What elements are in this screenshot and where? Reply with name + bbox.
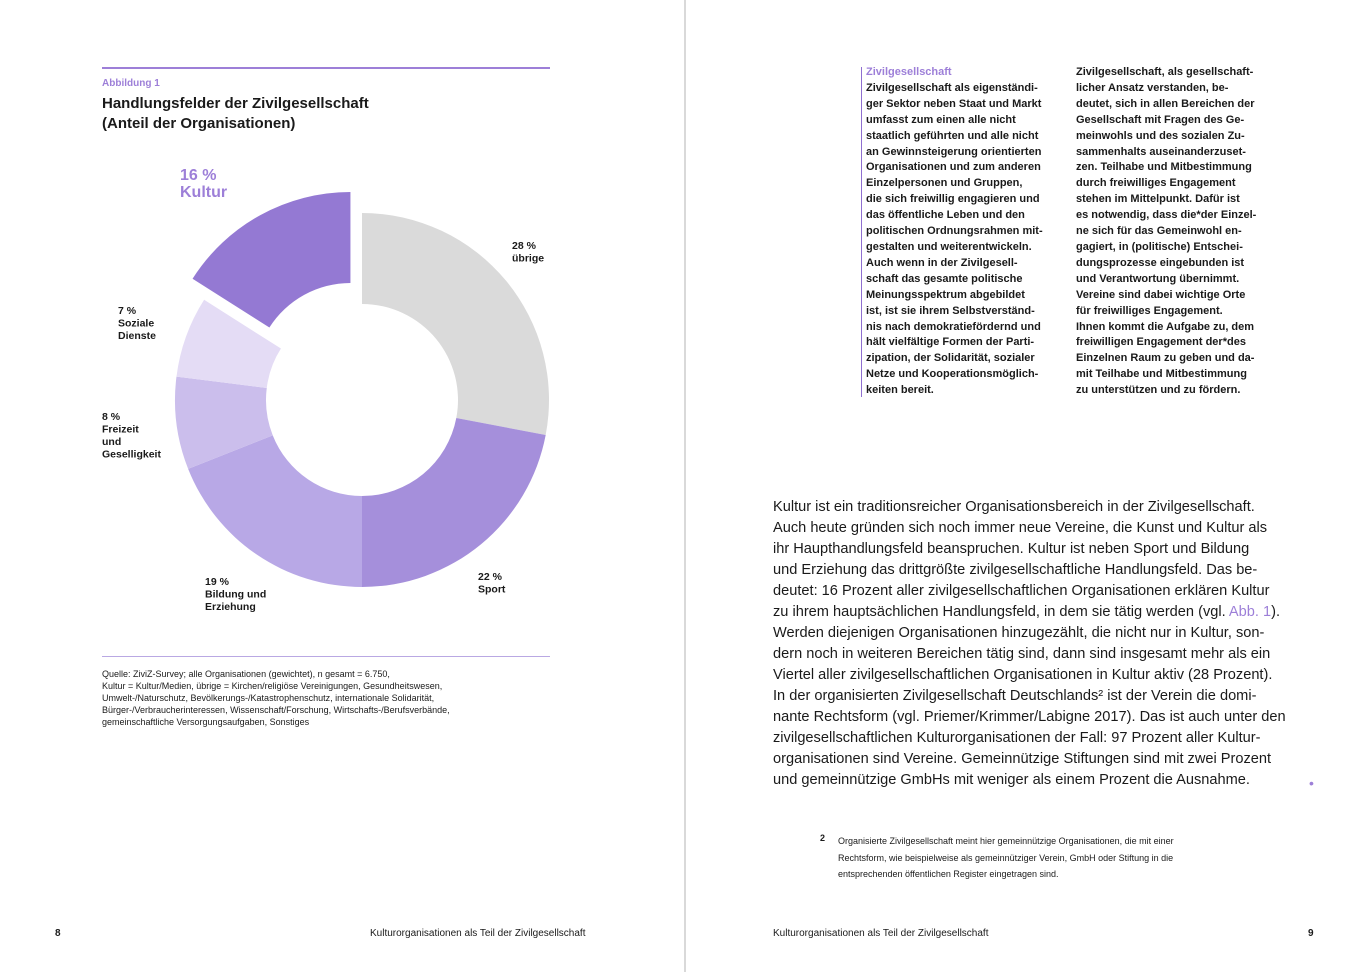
slice-label-line: 28 % — [512, 240, 536, 252]
sidebar-line: die sich freiwillig engagieren und — [866, 193, 1040, 206]
sidebar-line: Meinungsspektrum abgebildet — [866, 288, 1025, 301]
slice-label-line: Sport — [478, 583, 506, 596]
sidebar-accent-line — [861, 67, 862, 397]
slice-label-line: 22 % — [478, 571, 502, 583]
sidebar-line: umfasst zum einen alle nicht — [866, 113, 1016, 126]
sidebar-line: das öffentliche Leben und den — [866, 209, 1025, 222]
source-line: gemeinschaftliche Versorgungsaufgaben, Sonstiges — [102, 717, 310, 727]
source-line: Kultur = Kultur/Medien, übrige = Kirchen/religiöse Vereinigungen, Gesundheitswesen, — [102, 681, 443, 691]
figure-bottom-rule — [102, 656, 550, 657]
footnote-number: 2 — [820, 833, 826, 843]
slice-label — [205, 576, 266, 613]
sidebar-line: Vereine sind dabei wichtige Orte — [1076, 288, 1246, 301]
slice-label-line: Bildung und — [205, 588, 267, 601]
figure-source — [102, 668, 552, 728]
sidebar-line: deutet, sich in allen Bereichen der — [1076, 97, 1255, 110]
sidebar-line: politischen Ordnungsrahmen mit- — [866, 225, 1043, 238]
sidebar-line: keiten bereit. — [866, 384, 934, 397]
body-line: nante Rechtsform (vgl. Priemer/Krimmer/Labigne 2017). Das ist auch unter den — [773, 709, 1286, 725]
running-title-left: Kulturorganisationen als Teil der Zivilgesellschaft — [370, 928, 586, 939]
body-line: In der organisierten Zivilgesellschaft Deutschlands² ist der Verein die domi- — [773, 688, 1257, 704]
footnote-line: entsprechenden öffentlichen Register eingetragen sind. — [838, 869, 1059, 879]
sidebar-line: ne sich für das Gemeinwohl en- — [1076, 225, 1242, 238]
sidebar-line: staatlich geführten und alle nicht — [866, 129, 1039, 142]
sidebar-line: Gesellschaft mit Fragen des Ge- — [1076, 113, 1245, 126]
sidebar-line: schaft das gesamte politische — [866, 272, 1023, 285]
footnote-line: Organisierte Zivilgesellschaft meint hier gemeinnützige Organisationen, die mit einer — [838, 836, 1174, 846]
sidebar-line: und Verantwortung übernimmt. — [1076, 272, 1240, 285]
sidebar-line: Zivilgesellschaft, als gesellschaft- — [1076, 66, 1254, 78]
body-line: ihr Haupthandlungsfeld beanspruchen. Kultur ist neben Sport und Bildung — [773, 541, 1250, 557]
body-line: zivilgesellschaftlichen Kulturorganisationen der Fall: 97 Prozent aller Kultur- — [773, 730, 1261, 746]
slice-label — [102, 411, 161, 461]
donut-slice-kultur — [193, 192, 351, 328]
slice-label — [478, 571, 506, 596]
sidebar-line: meinwohls und des sozialen Zu- — [1076, 129, 1245, 142]
sidebar-line: licher Ansatz verstanden, be- — [1076, 81, 1229, 94]
sidebar-line: gagiert, in (politische) Entschei- — [1076, 240, 1243, 253]
slice-label-line: 7 % — [118, 305, 137, 317]
sidebar-line: Einzelpersonen und Gruppen, — [866, 177, 1023, 190]
sidebar-line: nis nach demokratiefördernd und — [866, 320, 1041, 333]
sidebar-line: gestalten und weiterentwickeln. — [866, 240, 1032, 253]
page-number-left: 8 — [55, 928, 61, 939]
slice-label-line: Dienste — [118, 330, 156, 342]
slice-label-line: Geselligkeit — [102, 448, 161, 461]
body-line — [773, 602, 1286, 623]
body-line: Viertel aller zivilgesellschaftlichen Organisationen in Kultur aktiv (28 Prozent). — [773, 667, 1273, 683]
sidebar-column-1 — [866, 65, 1043, 399]
sidebar-line: zu unterstützen und zu fördern. — [1076, 384, 1241, 397]
body-line: deutet: 16 Prozent aller zivilgesellschaftlichen Organisationen erklären Kultur — [773, 583, 1270, 599]
donut-slice-sport — [362, 418, 546, 587]
body-line: Kultur ist ein traditionsreicher Organisationsbereich in der Zivilgesellschaft. — [773, 499, 1255, 515]
body-line: dern noch in weiteren Bereichen tätig sind, dann sind insgesamt mehr als ein — [773, 646, 1271, 662]
figure-title — [102, 94, 542, 134]
source-line: Bürger-/Verbraucherinteressen, Wissenschaft/Forschung, Wirtschafts-/Berufsverbände, — [102, 705, 450, 715]
sidebar-line: Einzelnen Raum zu geben und da- — [1076, 352, 1255, 365]
slice-label-line: Erziehung — [205, 601, 256, 613]
sidebar-line: ger Sektor neben Staat und Markt — [866, 97, 1042, 110]
figure-top-rule — [102, 67, 550, 69]
page-number-right: 9 — [1308, 928, 1314, 939]
sidebar-title: Zivilgesellschaft — [866, 66, 952, 78]
sidebar-line: Auch wenn in der Zivilgesell- — [866, 256, 1018, 269]
sidebar-line: an Gewinnsteigerung orientierten — [866, 145, 1042, 158]
slice-label-line: und — [102, 436, 122, 448]
slice-label-line: 8 % — [102, 411, 121, 423]
sidebar-line: Organisationen und zum anderen — [866, 161, 1041, 174]
body-line: Werden diejenigen Organisationen hinzugezählt, die nicht nur in Kultur, son- — [773, 625, 1265, 641]
left-page — [0, 0, 684, 972]
sidebar-line: durch freiwilliges Engagement — [1076, 177, 1236, 190]
body-line: und gemeinnützige GmbHs mit weniger als einem Prozent die Ausnahme. — [773, 772, 1250, 788]
footnote — [838, 833, 1174, 883]
running-title-right: Kulturorganisationen als Teil der Zivilgesellschaft — [773, 928, 989, 939]
sidebar-line: ist, ist sie ihrem Selbstverständ- — [866, 304, 1035, 317]
body-line: Auch heute gründen sich noch immer neue Vereine, die Kunst und Kultur als — [773, 520, 1268, 536]
sidebar-line: es notwendig, dass die*der Einzel- — [1076, 209, 1257, 222]
figure-label: Abbildung 1 — [102, 78, 160, 89]
slice-label-line: übrige — [512, 252, 545, 265]
source-line: Umwelt-/Naturschutz, Bevölkerungs-/Katastrophenschutz, internationale Solidarität, — [102, 693, 435, 703]
sidebar-line: zipation, der Solidarität, sozialer — [866, 352, 1035, 365]
body-line-text: zu ihrem hauptsächlichen Handlungsfeld, in dem sie tätig werden (vgl. — [773, 604, 1229, 620]
slice-label — [180, 167, 227, 201]
body-line: organisationen sind Vereine. Gemeinnützige Stiftungen sind mit zwei Prozent — [773, 751, 1272, 767]
sidebar-line: freiwilligen Engagement der*des — [1076, 336, 1246, 349]
slice-label-line: 19 % — [205, 576, 229, 588]
figure-title-line: Handlungsfelder der Zivilgesellschaft — [102, 95, 369, 112]
sidebar-line: stehen im Mittelpunkt. Dafür ist — [1076, 193, 1240, 206]
slice-label-line: Kultur — [180, 184, 228, 201]
slice-label-line: Freizeit — [102, 423, 139, 436]
sidebar-line: dungsprozesse eingebunden ist — [1076, 256, 1245, 269]
slice-label-line: Soziale — [118, 317, 155, 330]
figure-title-line: (Anteil der Organisationen) — [102, 115, 296, 132]
sidebar-line: hält vielfältige Formen der Parti- — [866, 336, 1035, 349]
figure-reference-link[interactable]: Abb. 1 — [1228, 604, 1272, 620]
sidebar-line: Zivilgesellschaft als eigenständi- — [866, 81, 1038, 94]
end-mark: • — [1309, 775, 1314, 791]
source-line: Quelle: ZiviZ-Survey; alle Organisationen (gewichtet), n gesamt = 6.750, — [102, 669, 390, 679]
body-paragraph — [773, 497, 1286, 791]
sidebar-line: zen. Teilhabe und Mitbestimmung — [1076, 161, 1252, 174]
sidebar-line: sammenhalts auseinanderzuset- — [1076, 145, 1246, 158]
sidebar-line: Netze und Kooperationsmöglich- — [866, 368, 1039, 381]
slice-label — [118, 305, 156, 342]
footnote-line: Rechtsform, wie beispielweise als gemeinnütziger Verein, GmbH oder Stiftung in die — [838, 852, 1174, 863]
sidebar-column-2 — [1076, 65, 1256, 399]
slice-label — [512, 240, 544, 265]
body-line: und Erziehung das drittgrößte zivilgesellschaftliche Handlungsfeld. Das be- — [773, 562, 1258, 578]
body-line-text: ). — [1271, 604, 1281, 620]
donut-chart — [60, 150, 620, 630]
sidebar-line: für freiwilliges Engagement. — [1076, 304, 1223, 317]
sidebar-line: Ihnen kommt die Aufgabe zu, dem — [1076, 320, 1255, 333]
slice-label-line: 16 % — [180, 167, 217, 184]
sidebar-line: mit Teilhabe und Mitbestimmung — [1076, 368, 1247, 381]
